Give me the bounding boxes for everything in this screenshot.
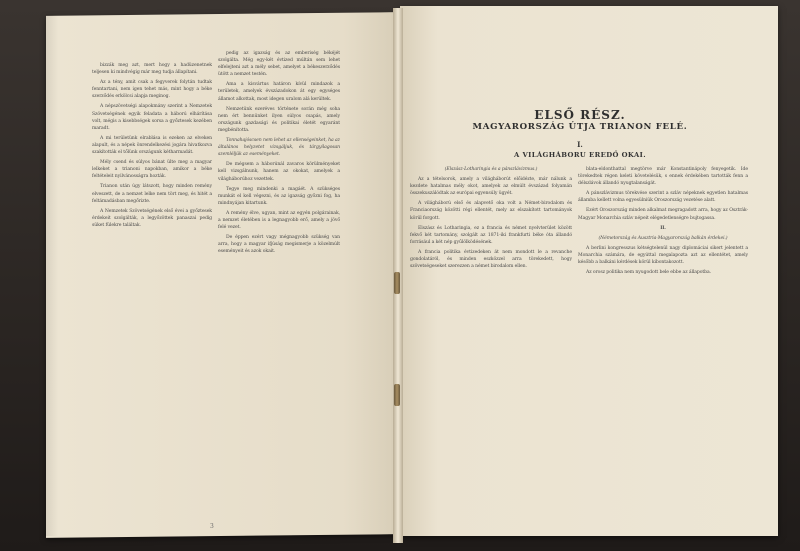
chapter-number: I. xyxy=(577,140,583,149)
left-page-column-1 xyxy=(92,62,212,524)
paragraph: A berlini kongresszus kétségtelenül nagy diplomáciai sikert jelentett a Monarchia számára, de egyúttal megalapozta azt az ellentétet, amely később a balkáni kérdések körül kibontakozott. xyxy=(578,245,748,266)
paragraph: Az a tény, amit csak a fegyverek folytán tudtak fenntartani, nem igen tehet más, mint hogy a béke szerződés erkölcsi alapja meginog. xyxy=(92,80,212,100)
paragraph: A népszövetségi alapokmány szerint a Nemzetek Szövetségének egyik feladata a háború elhárítása volt, mégis a kisebbségek sorsa a győztesek kezében maradt. xyxy=(92,104,212,131)
paragraph: bizzák meg azt, mert hogy a hadüzenetnek teljesen ki mindvégig már meg tudja állapítani. xyxy=(92,63,212,76)
staple-icon xyxy=(394,384,400,406)
paragraph: De éppen ezért vagy mégnagyobb szükség van arra, hogy a magyar ifjúság megismerje a közelmúlt eseményeit és azok okait. xyxy=(218,235,340,255)
paragraph: pedig az igazság és az emberiség békéjét szolgálta. Még egy-két évtized múltán sem lehet elfelejteni azt a mély sebet, amelyet a békeszerződés ütött a nemzet testén. xyxy=(218,51,340,78)
paragraph: A remény élve, ugyan, mint az egyén polgárainak, a nemzet életében is a legnagyobb erő, amely a jövő felé vezet. xyxy=(218,210,340,231)
paragraph: Ama a kisvártus határon kívül mindazok a területek, amelyek évszázadokon át egy egységes államot alkottak, most idegen uralom alá kerültek. xyxy=(218,82,340,102)
paragraph: blata-eldonthattal megtörve már Konstantinápoly fenyegetik. Ide törekedtek régen keleti követelésük, s ennek érdekében tartották fenn a délszlávok állandó nyugtalanságát. xyxy=(578,167,748,187)
right-page-column-2 xyxy=(578,166,748,524)
paragraph: Az orosz politika nem nyugodott bele ebbe az állapotba. xyxy=(586,270,711,276)
left-page-column-2 xyxy=(218,50,340,528)
staple-icon xyxy=(394,272,400,294)
subsection-number: II. xyxy=(660,225,666,231)
paragraph: Nemzetünk ezeréves története során még soha nem ért bennünket ilyen súlyos csapás, amely országunk gazdasági és politikai életét egyaránt megbénította. xyxy=(218,106,340,133)
paragraph: Ezért Oroszország minden alkalmat megragadott arra, hogy az Osztrák-Magyar Monarchia szláv népeit elégedetlenségre bujtogassa. xyxy=(578,208,748,221)
paragraph: A pánszlávizmus törekvése szerint a szláv népeknek egyetlen hatalmas államba kellett volna egyesülniük Oroszország vezetése alatt. xyxy=(578,191,748,204)
paragraph: De mégsem a háborúnál zavaros körülményeket kell vizsgálnunk, hanem az okokat, amelyek a világháborúhoz vezettek. xyxy=(218,162,340,182)
left-page-edge-shadow xyxy=(46,14,58,536)
paragraph: A Nemzetek Szövetségének első évei a győztesek érdekeit szolgálták, a legyőzöttek panaszai pedig süket fülekre találtak. xyxy=(92,208,212,228)
paragraph: A mi területünk elrablása is ezeken az elveken alapult, és a népek önrendelkezési jogára hivatkozva szakították el tőlünk országunk kétharmadát. xyxy=(92,135,212,156)
subsection-heading: (Elszász-Lotharingia és a pánszlávizmus.) xyxy=(444,167,538,172)
paragraph: A világháború első és alapvető oka volt a Német-birodalom és Franciaország közötti régi ellentét, mely az elszakított tartományok körül forgott. xyxy=(410,201,572,221)
paragraph: Mély csend és súlyos bánat ülte meg a magyar lelkeket a trianoni napokban, amikor a béke feltételeit nyilvánosságra hozták. xyxy=(92,160,212,180)
right-page-column-1 xyxy=(410,166,572,526)
paragraph: Trianon után úgy látszott, hogy minden remény elveszett, de a nemzet lelke nem tört meg, és hitét a feltámadásban megőrizte. xyxy=(92,184,212,204)
page-number: 3 xyxy=(210,523,214,530)
part-subtitle: MAGYARORSZÁG ÚTJA TRIANON FELÉ. xyxy=(472,122,688,132)
paragraph: Az a tételsorok, amely a világháborút előidézte, már nálunk a kezdete hatalmas mély okot, amelyek az elmúlt évszázad folyamán összekuszálódtak az európai egyensúly ügyét. xyxy=(410,177,572,197)
subsection-heading: (Németország és Ausztria-Magyarország balkán érdekei.) xyxy=(598,235,728,241)
paragraph: Elszász és Lotharingia, ez a francia és német nyelvterület között fekvő két tartomány, szolgált az 1871-iki frankfurti béke óta állandó forrásául a két nép gyűlölködésének. xyxy=(410,225,572,245)
paragraph: Tonnahajóscsen nem lehet az ellenségeinket, ha az általános helyzetet vizsgáljuk, és tárgyilagosan szemléljük az eseményeket. xyxy=(218,138,340,158)
paragraph: Tegye meg mindenki a magáét. A szükséges munkát el kell végezni, és az igazság győzni fog, ha mindnyájan kitartunk. xyxy=(218,186,340,206)
part-title: ELSŐ RÉSZ. xyxy=(534,108,626,122)
paragraph: A francia politika évtizedeken át nem mondott le a revanche gondolatáról, és minden eszközzel arra törekedett, hogy szövetségeseket szerezzen a német birodalom ellen. xyxy=(410,249,572,270)
chapter-title: A VILÁGHÁBORU EREDŐ OKAI. xyxy=(514,151,646,159)
